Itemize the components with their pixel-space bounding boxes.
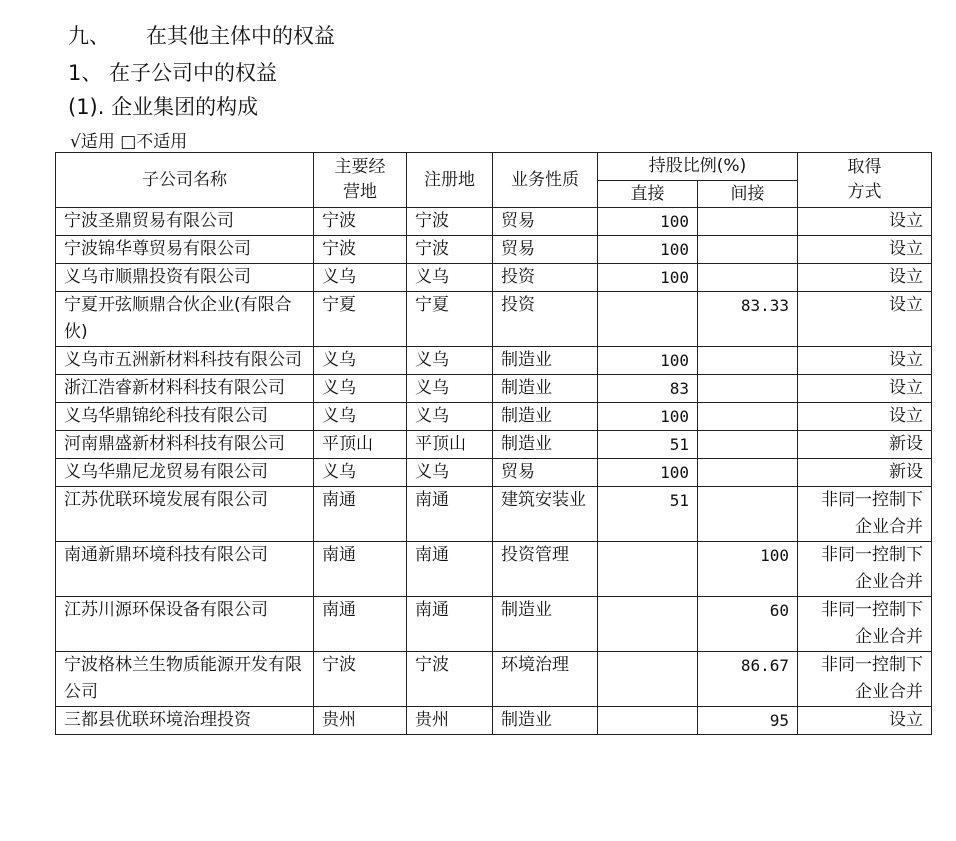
cell-indirect: 95 — [698, 707, 798, 735]
section-heading — [68, 20, 335, 50]
cell-method: 非同一控制下企业合并 — [798, 652, 932, 707]
header-indirect: 间接 — [698, 181, 798, 208]
header-direct: 直接 — [598, 181, 698, 208]
header-registration: 注册地 — [407, 153, 493, 208]
cell-reg: 宁波 — [407, 652, 493, 707]
cell-indirect — [698, 347, 798, 375]
table-row — [56, 347, 932, 375]
cell-place: 宁波 — [314, 208, 407, 236]
cell-reg: 宁波 — [407, 208, 493, 236]
cell-direct — [598, 292, 698, 347]
cell-reg: 贵州 — [407, 707, 493, 735]
cell-name: 义乌市五洲新材料科技有限公司 — [56, 347, 314, 375]
cell-nature: 贸易 — [493, 459, 598, 487]
cell-name: 浙江浩睿新材料科技有限公司 — [56, 375, 314, 403]
applicability-note: √适用 □不适用 — [70, 132, 188, 152]
cell-reg: 南通 — [407, 542, 493, 597]
header-place: 主要经营地 — [314, 153, 407, 208]
cell-method: 非同一控制下企业合并 — [798, 542, 932, 597]
cell-reg: 义乌 — [407, 375, 493, 403]
cell-place: 义乌 — [314, 459, 407, 487]
cell-direct: 51 — [598, 431, 698, 459]
cell-place: 宁夏 — [314, 292, 407, 347]
table-row — [56, 652, 932, 707]
cell-direct — [598, 597, 698, 652]
header-name: 子公司名称 — [56, 153, 314, 208]
cell-direct — [598, 707, 698, 735]
cell-indirect — [698, 236, 798, 264]
table-row — [56, 542, 932, 597]
cell-name: 江苏优联环境发展有限公司 — [56, 487, 314, 542]
cell-method: 设立 — [798, 403, 932, 431]
cell-name: 义乌华鼎尼龙贸易有限公司 — [56, 459, 314, 487]
header-shareholding: 持股比例(%) — [598, 153, 798, 181]
cell-name: 义乌华鼎锦纶科技有限公司 — [56, 403, 314, 431]
cell-method: 设立 — [798, 208, 932, 236]
cell-indirect: 60 — [698, 597, 798, 652]
cell-nature: 贸易 — [493, 208, 598, 236]
cell-nature: 制造业 — [493, 347, 598, 375]
table-row — [56, 597, 932, 652]
cell-place: 南通 — [314, 597, 407, 652]
cell-method: 设立 — [798, 707, 932, 735]
cell-indirect — [698, 459, 798, 487]
cell-reg: 南通 — [407, 597, 493, 652]
table-row — [56, 487, 932, 542]
cell-reg: 义乌 — [407, 347, 493, 375]
cell-reg: 宁波 — [407, 236, 493, 264]
cell-place: 宁波 — [314, 652, 407, 707]
cell-nature: 投资 — [493, 264, 598, 292]
cell-place: 义乌 — [314, 264, 407, 292]
table-row — [56, 264, 932, 292]
header-method: 取得方式 — [798, 153, 932, 208]
cell-place: 平顶山 — [314, 431, 407, 459]
cell-place: 义乌 — [314, 375, 407, 403]
cell-indirect — [698, 375, 798, 403]
cell-reg: 义乌 — [407, 403, 493, 431]
cell-direct: 51 — [598, 487, 698, 542]
cell-nature: 贸易 — [493, 236, 598, 264]
cell-reg: 宁夏 — [407, 292, 493, 347]
cell-indirect: 100 — [698, 542, 798, 597]
table-row — [56, 459, 932, 487]
cell-name: 宁波圣鼎贸易有限公司 — [56, 208, 314, 236]
cell-name: 宁波锦华尊贸易有限公司 — [56, 236, 314, 264]
cell-name: 宁波格林兰生物质能源开发有限公司 — [56, 652, 314, 707]
cell-indirect — [698, 208, 798, 236]
table-row — [56, 236, 932, 264]
cell-reg: 平顶山 — [407, 431, 493, 459]
cell-indirect — [698, 431, 798, 459]
cell-method: 新设 — [798, 459, 932, 487]
cell-method: 设立 — [798, 347, 932, 375]
cell-method: 设立 — [798, 375, 932, 403]
table-row — [56, 431, 932, 459]
cell-place: 宁波 — [314, 236, 407, 264]
table-row — [56, 292, 932, 347]
cell-direct: 100 — [598, 236, 698, 264]
cell-direct: 83 — [598, 375, 698, 403]
cell-direct: 100 — [598, 347, 698, 375]
cell-indirect: 83.33 — [698, 292, 798, 347]
cell-place: 南通 — [314, 487, 407, 542]
cell-place: 南通 — [314, 542, 407, 597]
subsidiary-table — [55, 152, 932, 735]
cell-direct: 100 — [598, 208, 698, 236]
cell-direct — [598, 652, 698, 707]
subsection-heading: 1、 在子公司中的权益 — [68, 61, 278, 85]
cell-reg: 义乌 — [407, 264, 493, 292]
cell-place: 义乌 — [314, 347, 407, 375]
cell-direct — [598, 542, 698, 597]
cell-direct: 100 — [598, 403, 698, 431]
table-row — [56, 208, 932, 236]
table-row — [56, 403, 932, 431]
cell-method: 设立 — [798, 264, 932, 292]
cell-direct: 100 — [598, 459, 698, 487]
section-title: 在其他主体中的权益 — [146, 24, 335, 48]
cell-name: 宁夏开弦顺鼎合伙企业(有限合伙) — [56, 292, 314, 347]
cell-indirect: 86.67 — [698, 652, 798, 707]
cell-nature: 制造业 — [493, 431, 598, 459]
cell-nature: 制造业 — [493, 375, 598, 403]
table-row — [56, 375, 932, 403]
cell-nature: 投资管理 — [493, 542, 598, 597]
cell-reg: 义乌 — [407, 459, 493, 487]
cell-indirect — [698, 403, 798, 431]
cell-method: 新设 — [798, 431, 932, 459]
cell-nature: 制造业 — [493, 707, 598, 735]
cell-place: 义乌 — [314, 403, 407, 431]
cell-name: 三都县优联环境治理投资 — [56, 707, 314, 735]
cell-name: 南通新鼎环境科技有限公司 — [56, 542, 314, 597]
cell-name: 河南鼎盛新材料科技有限公司 — [56, 431, 314, 459]
cell-nature: 环境治理 — [493, 652, 598, 707]
table-row — [56, 707, 932, 735]
cell-nature: 建筑安装业 — [493, 487, 598, 542]
cell-method: 设立 — [798, 236, 932, 264]
cell-place: 贵州 — [314, 707, 407, 735]
cell-nature: 制造业 — [493, 403, 598, 431]
cell-indirect — [698, 487, 798, 542]
cell-name: 义乌市顺鼎投资有限公司 — [56, 264, 314, 292]
section-number: 九、 — [68, 24, 110, 48]
cell-indirect — [698, 264, 798, 292]
sub-subsection-heading: (1). 企业集团的构成 — [68, 95, 259, 119]
cell-name: 江苏川源环保设备有限公司 — [56, 597, 314, 652]
cell-direct: 100 — [598, 264, 698, 292]
cell-nature: 制造业 — [493, 597, 598, 652]
cell-method: 非同一控制下企业合并 — [798, 597, 932, 652]
header-nature: 业务性质 — [493, 153, 598, 208]
cell-nature: 投资 — [493, 292, 598, 347]
cell-method: 非同一控制下企业合并 — [798, 487, 932, 542]
cell-reg: 南通 — [407, 487, 493, 542]
cell-method: 设立 — [798, 292, 932, 347]
